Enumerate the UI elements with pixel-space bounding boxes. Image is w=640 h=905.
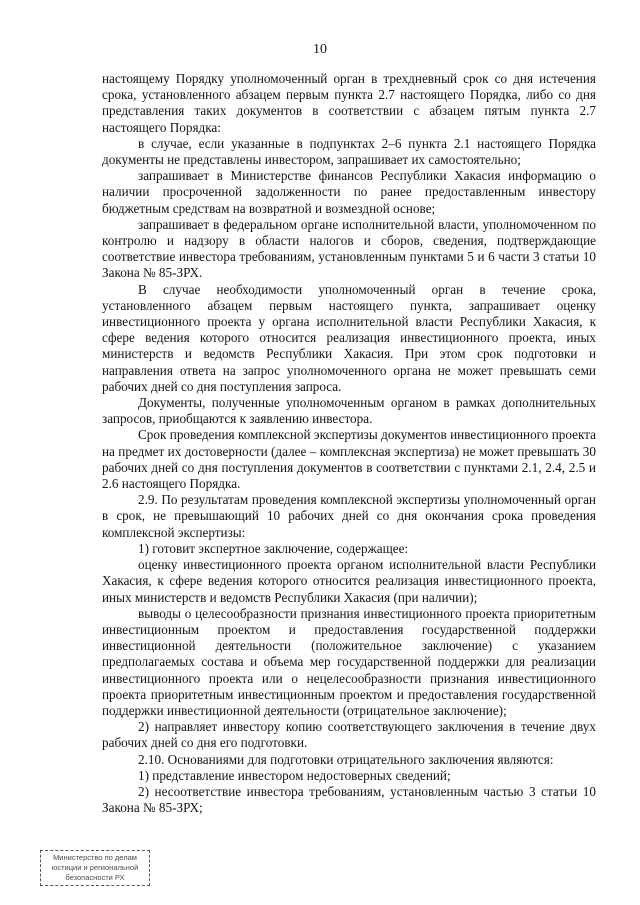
document-body (102, 71, 596, 816)
paragraph: 2.10. Основаниями для подготовки отрицательного заключения являются: (138, 751, 554, 767)
stamp-line: безопасности РХ (65, 873, 125, 882)
paragraph: В случае необходимости уполномоченный орган в течение срока, установленного абзацем первым настоящего пункта, запрашивает оценку инвестиционного проекта у органа исполнительной власти Республики Хакасия, к сфере ведения которого относится реализация инвестиционного проекта, иных министерств и ведомств Республики Хакасия. При этом срок подготовки и направления ответа на запрос уполномоченного органа не может превышать семи рабочих дней со дня поступления запроса. (102, 281, 596, 394)
stamp-line: юстиции и региональной (51, 863, 139, 872)
paragraph: 1) готовит экспертное заключение, содержащее: (138, 540, 409, 556)
paragraph: запрашивает в федеральном органе исполнительной власти, уполномоченном по контролю и надзору в области налогов и сборов, сведения, подтверждающие соответствие инвестора требованиям, установленным пунктами 5 и 6 части 3 статьи 10 Закона № 85-ЗРХ. (102, 216, 596, 281)
paragraph: Срок проведения комплексной экспертизы документов инвестиционного проекта на предмет их достоверности (далее – комплексная экспертиза) не может превышать 30 рабочих дней со дня поступления документов в соответствии с пунктами 2.1, 2.4, 2.5 и 2.6 настоящего Порядка. (102, 427, 596, 492)
paragraph: 2) несоответствие инвестора требованиям, установленным частью 3 статьи 10 Закона № 85-ЗРХ; (102, 783, 596, 816)
paragraph: оценку инвестиционного проекта органом исполнительной власти Республики Хакасия, к сфере ведения которого относится реализация инвестиционного проекта, иных министерств и ведомств Республики Хакасия (при наличии); (102, 557, 596, 605)
paragraph: выводы о целесообразности признания инвестиционного проекта приоритетным инвестиционным проектом и предоставления государственной поддержки инвестиционной деятельности (положительное заключение) с указанием предполагаемых состава и объема мер государственной поддержки для реализации инвестиционного проекта или о нецелесообразности признания инвестиционного проекта приоритетным инвестиционным проектом и предоставления государственной поддержки инвестиционной деятельности (отрицательное заключение); (102, 605, 596, 718)
paragraph: запрашивает в Министерстве финансов Республики Хакасия информацию о наличии просроченной задолженности по ранее предоставленным инвестору бюджетным средствам на возвратной и возмездной основе; (102, 168, 596, 216)
ministry-stamp (40, 850, 150, 886)
paragraph: 2.9. По результатам проведения комплексной экспертизы уполномоченный орган в срок, не превышающий 10 рабочих дней со дня окончания срока проведения комплексной экспертизы: (102, 492, 596, 540)
paragraph: настоящему Порядку уполномоченный орган в трехдневный срок со дня истечения срока, установленного абзацем первым пункта 2.7 настоящего Порядка, либо со дня представления таких документов в соответствии с абзацем пятым пункта 2.7 настоящего Порядка: (102, 71, 596, 135)
paragraph: 2) направляет инвестору копию соответствующего заключения в течение двух рабочих дней со дня его подготовки. (102, 719, 596, 751)
stamp-line: Министерство по делам (53, 853, 137, 862)
paragraph: в случае, если указанные в подпунктах 2–6 пункта 2.1 настоящего Порядка документы не представлены инвестором, запрашивает их самостоятельно; (102, 135, 596, 168)
paragraph: 1) представление инвестором недостоверных сведений; (138, 767, 451, 783)
paragraph: Документы, полученные уполномоченным органом в рамках дополнительных запросов, приобщаются к заявлению инвестора. (102, 395, 596, 427)
page-number: 10 (313, 42, 327, 57)
